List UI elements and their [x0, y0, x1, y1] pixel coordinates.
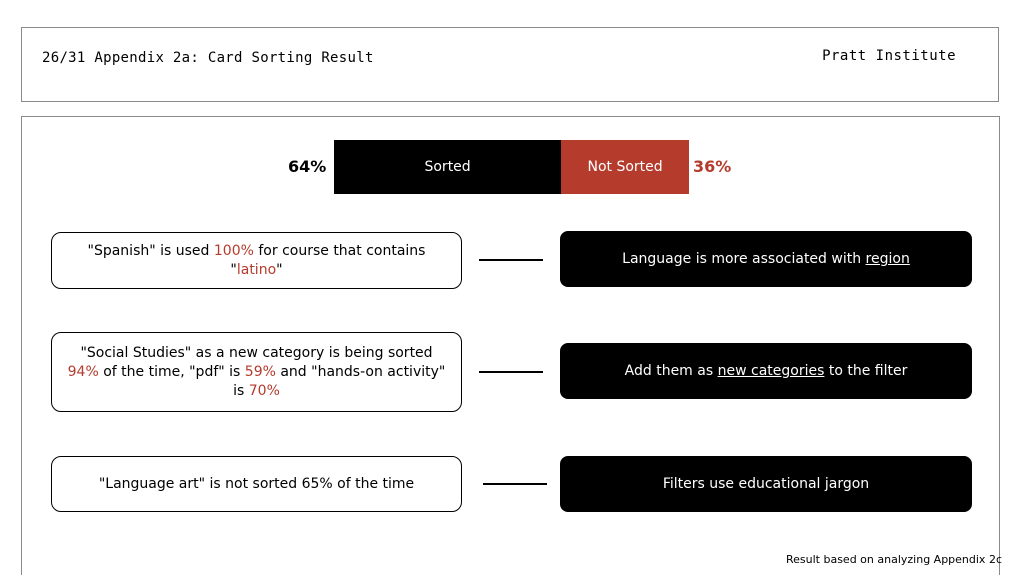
insight-card-region: Language is more associated with region: [560, 231, 972, 287]
highlight-value: 59%: [244, 363, 276, 380]
insight-underlined: region: [865, 251, 910, 267]
insight-underlined: new categories: [717, 363, 825, 379]
finding-text: "Language art" is not sorted 65% of the time: [98, 475, 415, 492]
finding-card-language-art: [51, 456, 462, 512]
insight-card-new-categories: Add them as new categories to the filter: [560, 343, 972, 399]
sorted-percent: 64%: [288, 157, 327, 176]
not-sorted-percent: 36%: [693, 157, 732, 176]
sorted-segment: [334, 140, 561, 194]
connector-line: [479, 259, 543, 261]
sorting-result-bar: [334, 140, 689, 194]
highlight-value: 94%: [67, 363, 99, 380]
footnote: Result based on analyzing Appendix 2c: [785, 553, 1002, 566]
sorted-label: Sorted: [424, 159, 471, 175]
finding-card-spanish: [51, 232, 462, 289]
highlight-value: latino: [236, 261, 277, 278]
not-sorted-label: Not Sorted: [587, 159, 663, 175]
content-box: [21, 116, 1000, 575]
finding-card-social-studies: [51, 332, 462, 412]
finding-text: "Social Studies" as a new category is being sorted 94% of the time, "pdf" is 59% and "hands-on activity" is 70%: [67, 344, 446, 399]
highlight-value: 100%: [213, 242, 254, 259]
highlight-value: 70%: [248, 382, 280, 399]
not-sorted-segment: [561, 140, 689, 194]
slide-title: 26/31 Appendix 2a: Card Sorting Result: [42, 50, 374, 66]
header-box: [21, 27, 999, 102]
insight-card-jargon: Filters use educational jargon: [560, 456, 972, 512]
finding-text: "Spanish" is used 100% for course that contains "latino": [87, 242, 426, 278]
connector-line: [483, 483, 547, 485]
institution-name: Pratt Institute: [822, 48, 956, 64]
connector-line: [479, 371, 543, 373]
